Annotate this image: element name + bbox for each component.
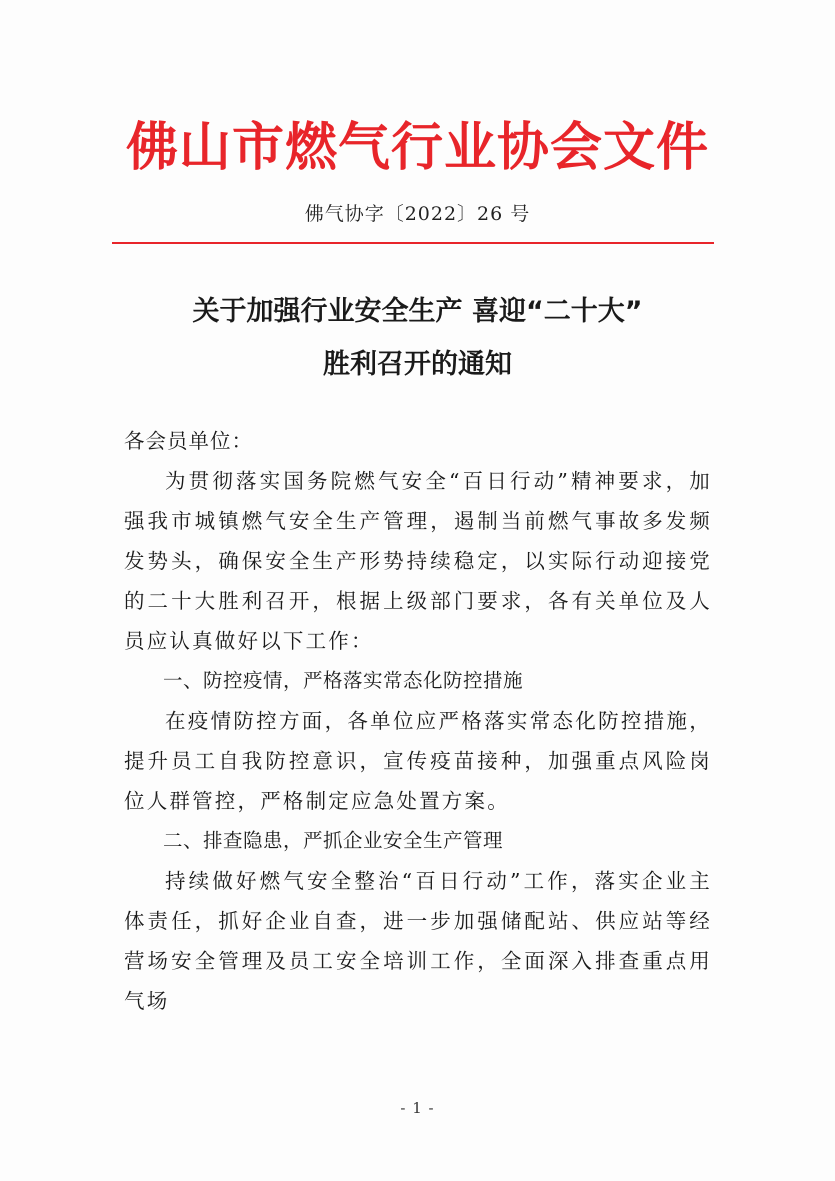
notice-title-line-1: 关于加强行业安全生产 喜迎“二十大”: [192, 296, 643, 327]
section-2-heading: 二、排查隐患，严抓企业安全生产管理: [163, 829, 504, 852]
red-divider-line: [112, 242, 714, 244]
organization-header: 佛山市燃气行业协会文件: [125, 117, 709, 178]
notice-body: [124, 421, 712, 1021]
section-1-paragraph: 在疫情防控方面，各单位应严格落实常态化防控措施，提升员工自我防控意识，宣传疫苗接种，加强重点风险岗位人群管控，严格制定应急处置方案。: [124, 709, 712, 813]
section-2-paragraph: 持续做好燃气安全整治“百日行动”工作，落实企业主体责任，抓好企业自查，进一步加强储配站、供应站等经营场安全管理及员工安全培训工作，全面深入排查重点用气场: [124, 869, 712, 1013]
document-number: 佛气协字〔2022〕26 号: [304, 203, 531, 225]
salutation: 各会员单位：: [124, 429, 253, 453]
page-number: - 1 -: [400, 1099, 435, 1117]
notice-title: [0, 285, 835, 391]
notice-title-line-2: 胜利召开的通知: [323, 349, 512, 380]
intro-paragraph: 为贯彻落实国务院燃气安全“百日行动”精神要求，加强我市城镇燃气安全生产管理，遏制当前燃气事故多发频发势头，确保安全生产形势持续稳定，以实际行动迎接党的二十大胜利召开，根据上级部门要求，各有关单位及人员应认真做好以下工作：: [124, 469, 712, 653]
section-1-heading: 一、防控疫情，严格落实常态化防控措施: [163, 669, 524, 692]
